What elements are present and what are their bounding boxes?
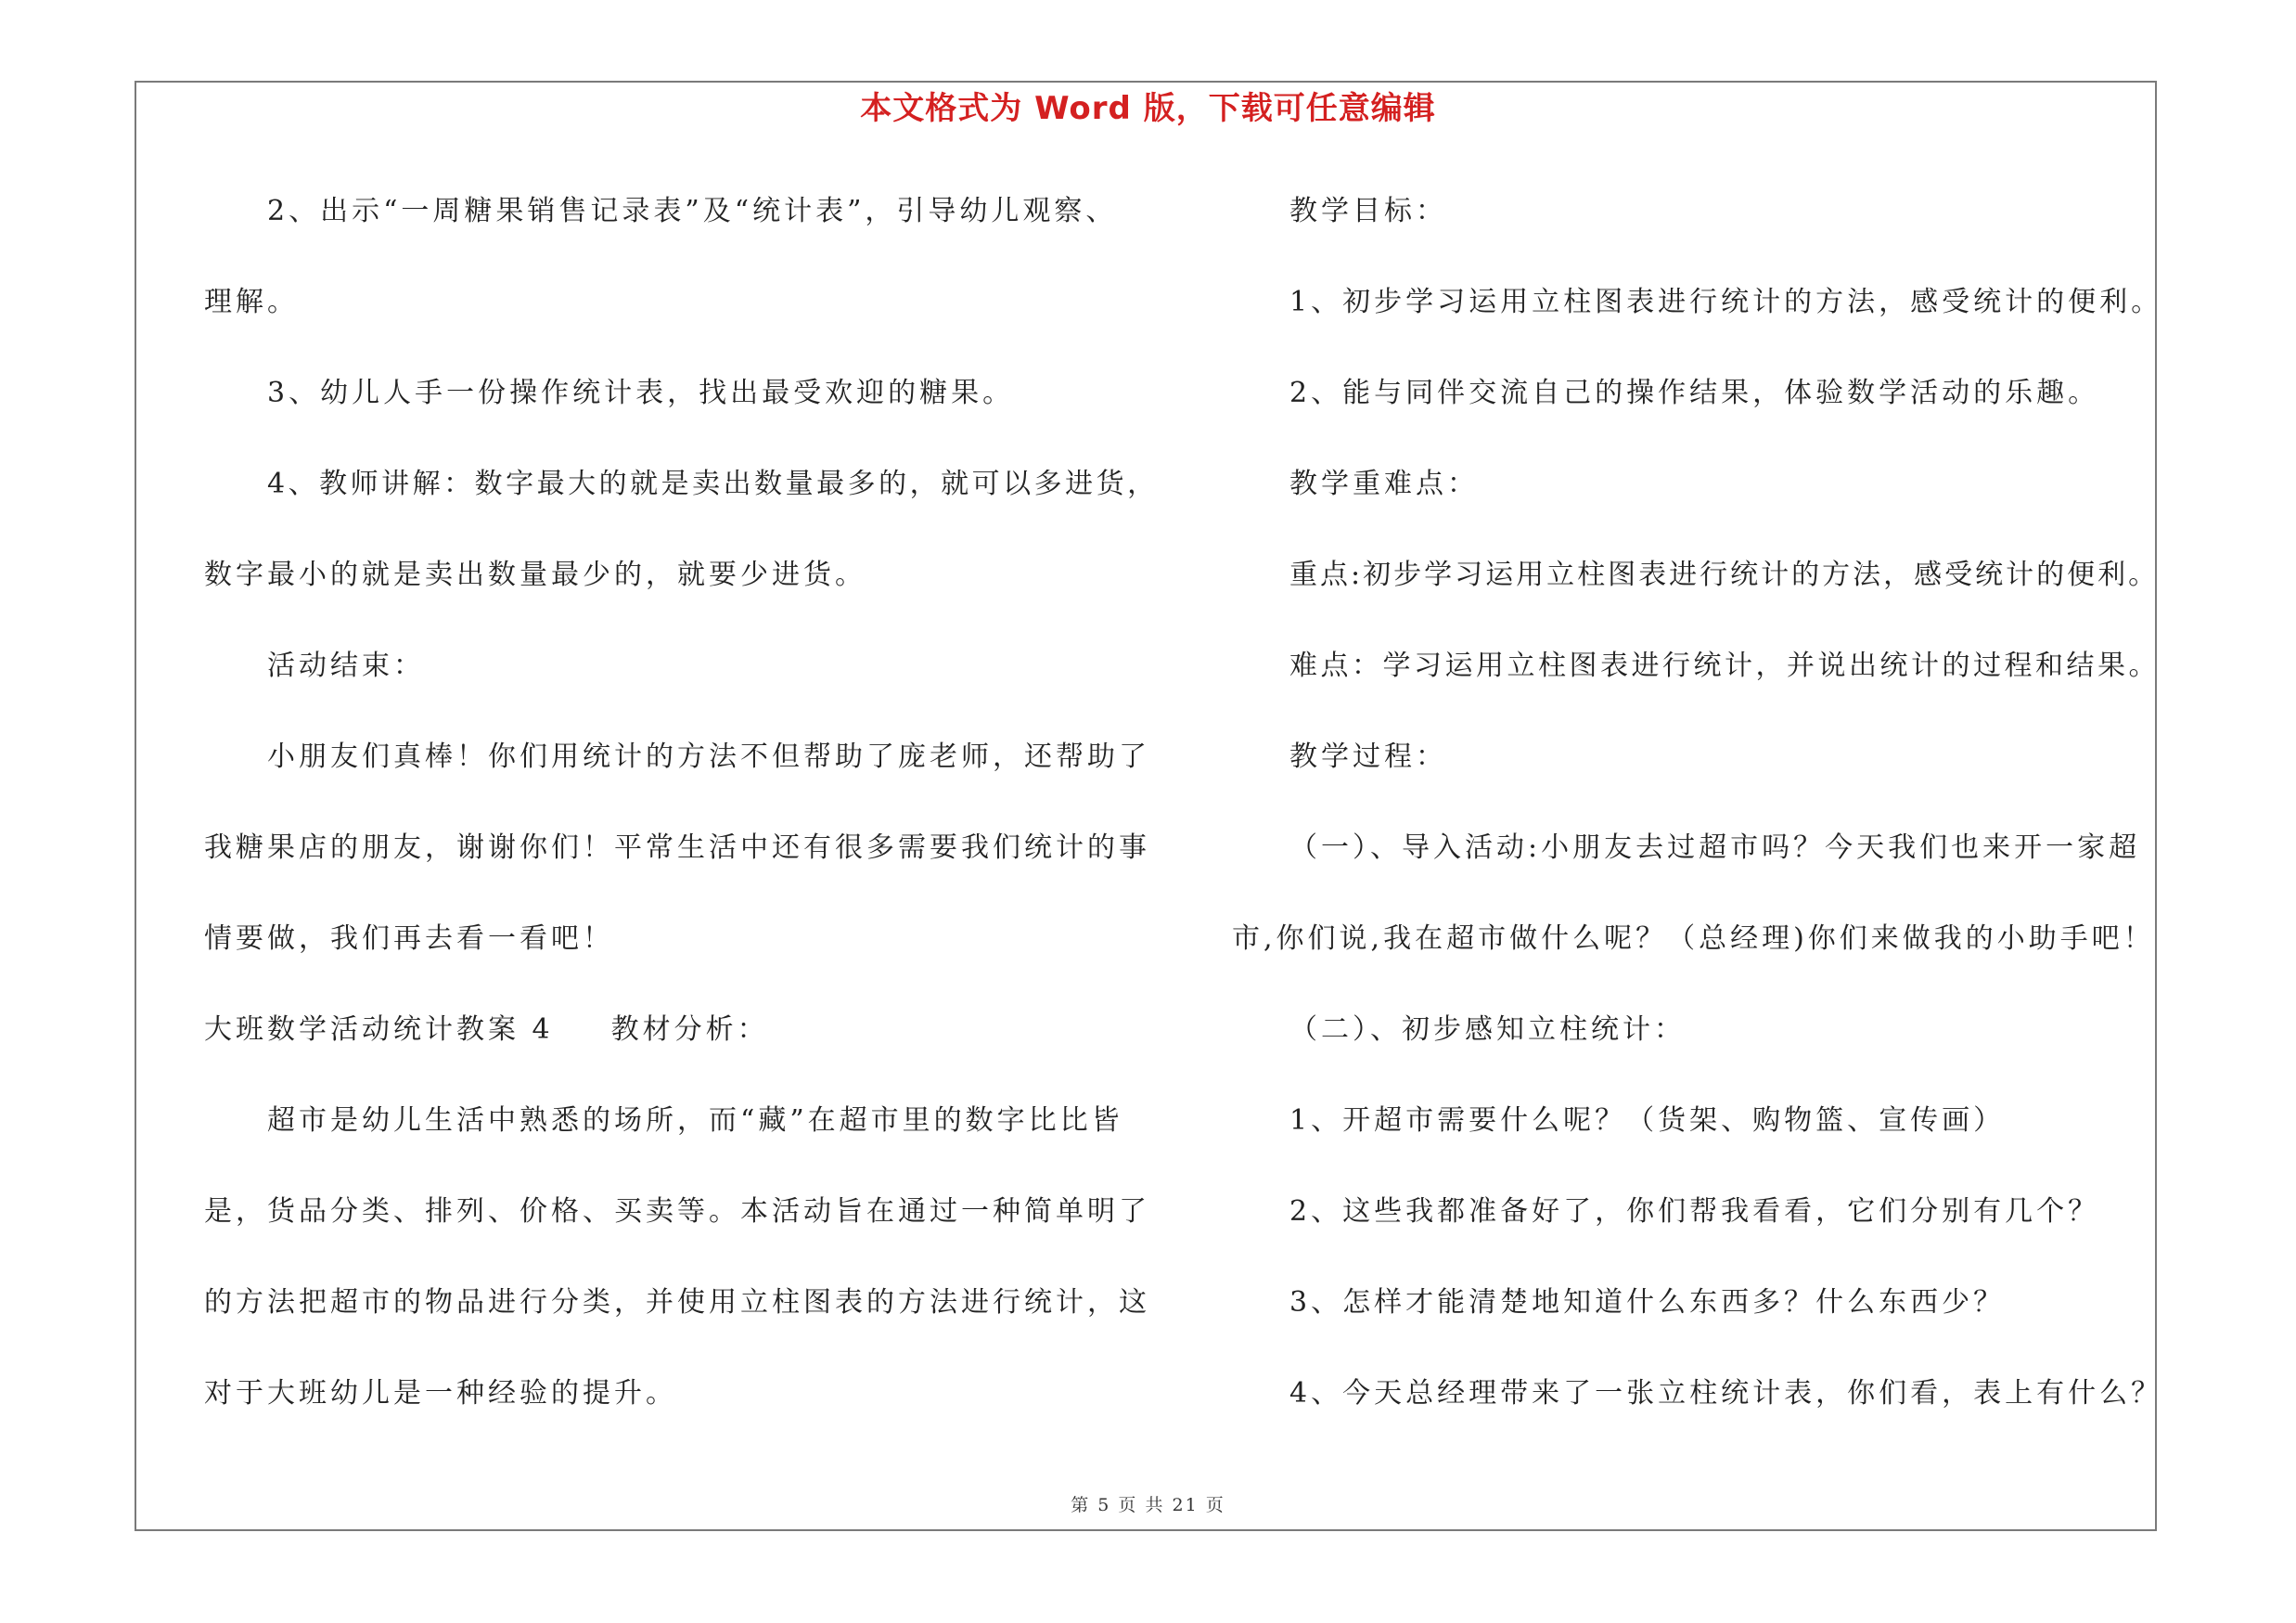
paragraph-line: （一）、导入活动:小朋友去过超市吗？今天我们也来开一家超	[1289, 831, 2141, 864]
section-heading: （二）、初步感知立柱统计：	[1289, 1013, 1686, 1046]
paragraph-line: 的方法把超市的物品进行分类，并使用立柱图表的方法进行统计，这	[204, 1286, 1150, 1319]
paragraph-line: 是，货品分类、排列、价格、买卖等。本活动旨在通过一种简单明了	[204, 1195, 1150, 1228]
section-heading: 教学重难点：	[1289, 468, 1479, 500]
paragraph-line: 超市是幼儿生活中熟悉的场所，而“藏”在超市里的数字比比皆	[267, 1104, 1123, 1137]
paragraph-line: 市,你们说,我在超市做什么呢？（总经理)你们来做我的小助手吧！	[1232, 922, 2155, 955]
paragraph-line: 3、怎样才能清楚地知道什么东西多？什么东西少？	[1289, 1286, 2006, 1319]
paragraph-line: 1、开超市需要什么呢？（货架、购物篮、宣传画）	[1289, 1104, 2006, 1137]
paragraph-line: 4、教师讲解：数字最大的就是卖出数量最多的，就可以多进货，	[267, 468, 1159, 500]
paragraph-line: 理解。	[204, 286, 299, 318]
section-heading: 教学目标：	[1289, 195, 1447, 227]
paragraph-line: 情要做，我们再去看一看吧！	[204, 922, 614, 955]
paragraph-line: 2、出示“一周糖果销售记录表”及“统计表”，引导幼儿观察、	[267, 195, 1118, 227]
paragraph-line: 对于大班幼儿是一种经验的提升。	[204, 1377, 677, 1410]
section-heading: 教学过程：	[1289, 741, 1447, 773]
paragraph-line: 难点：学习运用立柱图表进行统计，并说出统计的过程和结果。	[1289, 650, 2160, 682]
paragraph-line: 2、这些我都准备好了，你们帮我看看，它们分别有几个？	[1289, 1195, 2100, 1228]
paragraph-line: 1、初步学习运用立柱图表进行统计的方法，感受统计的便利。	[1289, 286, 2163, 318]
paragraph-line: 小朋友们真棒！你们用统计的方法不但帮助了庞老师，还帮助了	[267, 741, 1150, 773]
paragraph-line: 3、幼儿人手一份操作统计表，找出最受欢迎的糖果。	[267, 377, 1015, 409]
page-number: 第 5 页 共 21 页	[1071, 1495, 1225, 1515]
paragraph-line: 4、今天总经理带来了一张立柱统计表，你们看，表上有什么？	[1289, 1377, 2163, 1410]
paragraph-line: 重点:初步学习运用立柱图表进行统计的方法，感受统计的便利。	[1289, 559, 2160, 591]
paragraph-line: 我糖果店的朋友，谢谢你们！平常生活中还有很多需要我们统计的事	[204, 831, 1150, 864]
header-banner: 本文格式为 Word 版，下载可任意编辑	[860, 90, 1436, 127]
paragraph-line: 数字最小的就是卖出数量最少的，就要少进货。	[204, 559, 866, 591]
paragraph-line: 2、能与同伴交流自己的操作结果，体验数学活动的乐趣。	[1289, 377, 2100, 409]
section-heading: 活动结束：	[267, 650, 425, 682]
section-heading: 教材分析：	[610, 1013, 769, 1046]
lesson-title: 大班数学活动统计教案 4	[204, 1013, 554, 1046]
lesson-title-line	[204, 1011, 769, 1049]
